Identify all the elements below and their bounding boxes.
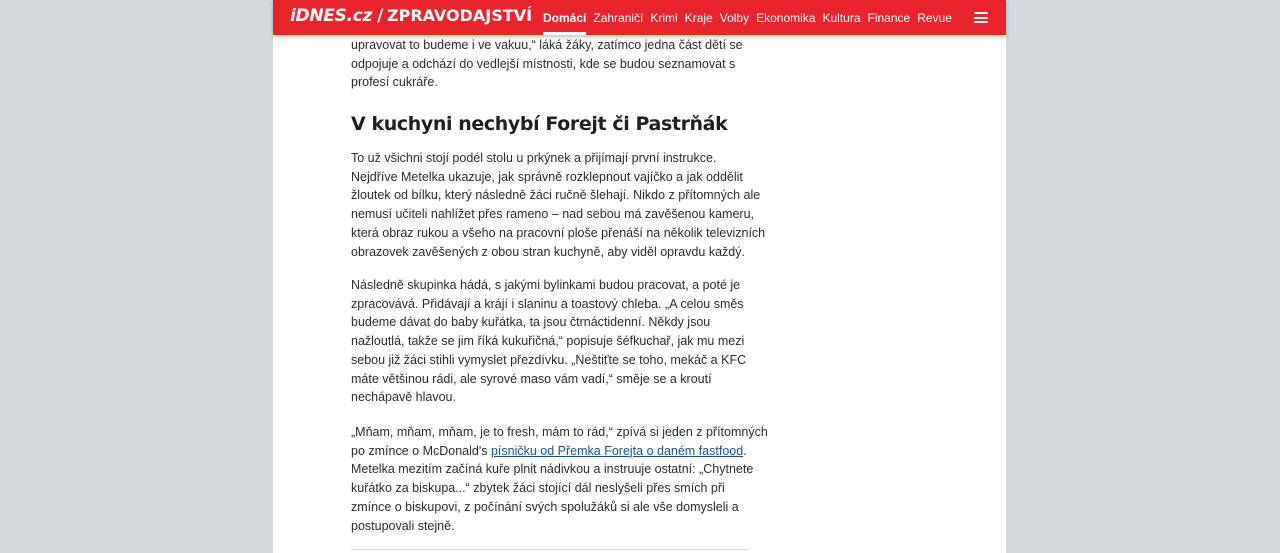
- nav-item-domaci[interactable]: Domácí: [543, 0, 586, 35]
- nav-item-kraje[interactable]: Kraje: [684, 10, 713, 25]
- hamburger-bar: [974, 12, 988, 14]
- text-line: odpojuje a odchází do vedlejší místnosti, kde se budou seznamovat s: [351, 56, 736, 71]
- text-line: kuřátko za biskupa...“ zbytek žáci stojící dál neslyšeli přes smích při: [351, 481, 725, 496]
- nav-item-zahranici[interactable]: Zahraničí: [593, 10, 644, 25]
- text-line: Nejdříve Metelka ukazuje, jak správně rozklepnout vajíčko a jak oddělit: [351, 169, 743, 184]
- text-line: Následně skupinka hádá, s jakými bylinkami budou pracovat, a poté je: [351, 278, 741, 292]
- section-heading: V kuchyni nechybí Forejt či Pastrňák: [351, 113, 728, 135]
- text-fragment: po zmínce o McDonald's: [351, 443, 491, 458]
- text-line: budeme dávat do baby kuřátka, ta jsou čtrnáctidenní. Někdy jsou: [351, 315, 711, 330]
- text-line: sebou již žáci stihli vymyslet přezdívku. „Neštiťte se toho, mekáč a KFC: [351, 352, 747, 367]
- text-line: [351, 442, 756, 461]
- text-line: nechápavě hlavou.: [351, 390, 456, 405]
- nav-item-ekonomika[interactable]: Ekonomika: [756, 10, 816, 25]
- logo-brand: iDNES.cz: [290, 6, 373, 26]
- text-line: postupovali stejně.: [351, 518, 455, 533]
- text-line: žloutek od bílku, který následně žáci ručně šlehají. Nikdo z přítomných ale: [351, 188, 761, 203]
- text-line: upravovat to budeme i ve vakuu,“ láká žáky, zatímco jedna část dětí se: [351, 38, 743, 52]
- hamburger-menu-icon[interactable]: [974, 12, 988, 23]
- nav-item-krimi[interactable]: Krimi: [650, 10, 678, 25]
- text-line: nemusí učiteli nahlížet přes rameno – nad sebou má zavěšenou kameru,: [351, 207, 755, 222]
- site-logo[interactable]: [290, 6, 532, 26]
- nav-item-revue[interactable]: Revue: [917, 10, 952, 25]
- text-line: zmínce o biskupovi, z počínání svých spolužáků si ale vše domysleli a: [351, 499, 739, 514]
- nav-item-volby[interactable]: Volby: [719, 10, 750, 25]
- nav-item-kultura[interactable]: Kultura: [822, 10, 861, 25]
- nav-item-finance[interactable]: Finance: [867, 10, 911, 25]
- article-paragraph-1: [351, 149, 766, 261]
- hamburger-bar: [974, 17, 988, 19]
- logo-section: ZPRAVODAJSTVÍ: [386, 6, 533, 25]
- text-line: profesí cukráře.: [351, 75, 438, 90]
- text-line: „Mňam, mňam, mňam, je to fresh, mám to rád,“ zpívá si jeden z přítomných: [351, 425, 768, 439]
- hamburger-bar: [974, 21, 988, 23]
- song-link[interactable]: písničku od Přemka Forejta o daném fastfood: [490, 443, 744, 458]
- text-line: která obraz rukou a všeho na pracovní ploše přenáší na několik televizních: [351, 225, 766, 240]
- content-divider: [351, 549, 749, 550]
- text-line: nažloutlá, takže se jim říká kukuřičná,“ popisuje šéfkuchař, jak mu mezi: [351, 334, 745, 349]
- text-line: obrazovek zavěšených z obou stran kuchyně, aby viděl opravdu každý.: [351, 244, 745, 259]
- main-nav: [543, 0, 959, 35]
- article-paragraph-intro: [351, 36, 756, 92]
- text-line: Metelka mezitím začíná kuře plnit nádivkou a instruuje ostatní: „Chytnete: [351, 462, 754, 477]
- article-paragraph-2: [351, 276, 756, 407]
- text-line: zpracovává. Přidávají a krájí i slaninu a toastový chleba. „A celou směs: [351, 296, 744, 311]
- text-line: máte většinou rádi, ale syrové maso vám vadí,“ směje se a kroutí: [351, 371, 712, 386]
- site-header: [273, 0, 1006, 35]
- logo-separator: /: [377, 6, 383, 26]
- text-line: To už všichni stojí podél stolu u prkýnek a přijímají první instrukce.: [351, 151, 717, 165]
- text-fragment: .: [743, 443, 747, 458]
- article-paragraph-3: [351, 423, 768, 535]
